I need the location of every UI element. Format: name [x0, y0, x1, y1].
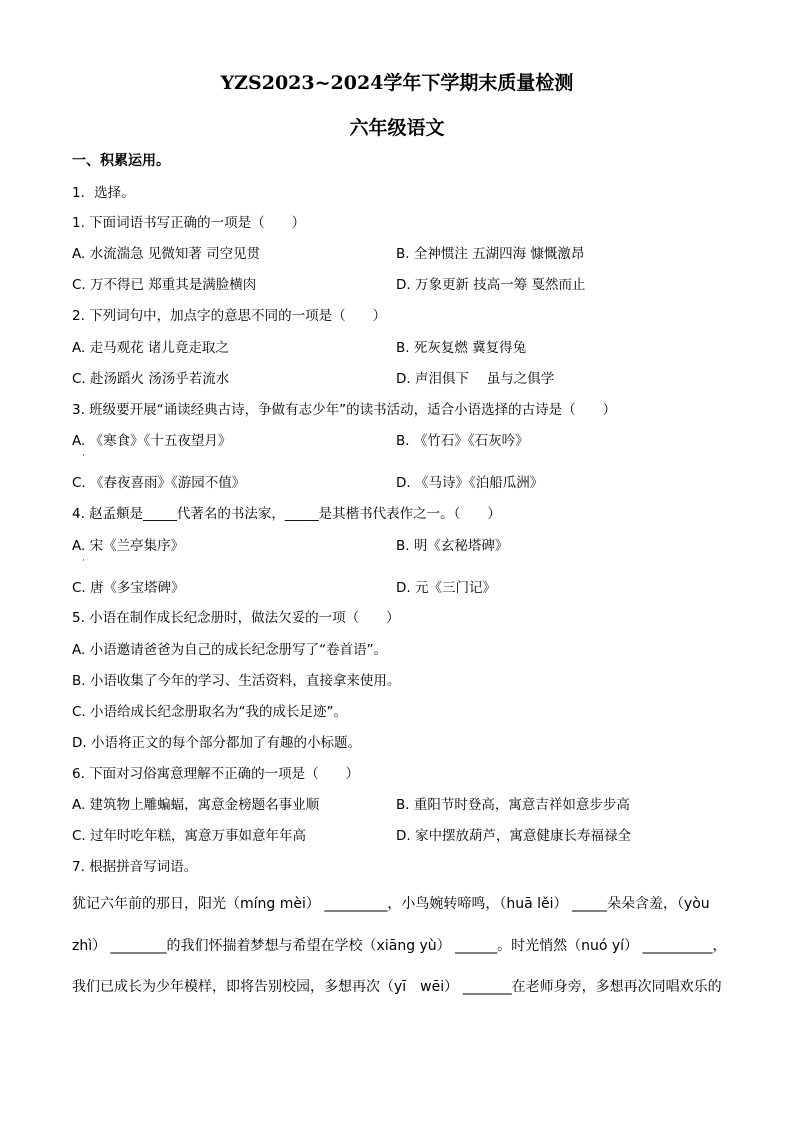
option-d: D. 《马诗》《泊船瓜洲》	[396, 475, 544, 491]
option-c: C. 过年时吃年糕，寓意万事如意年年高	[72, 828, 307, 844]
option-a: A. 走马观花 诸儿竟走取之	[72, 340, 229, 356]
option-c: C. 《春夜喜雨》《游园不值》	[72, 475, 246, 491]
option-d: D. 万象更新 技高一筹 戛然而止	[396, 277, 586, 293]
option-d: D. 小语将正文的每个部分都加了有趣的小标题。	[72, 735, 361, 751]
option-c: C. 唐《多宝塔碑》	[72, 580, 185, 596]
option-a: A. 水流湍急 见微知著 司空见贯	[72, 246, 261, 262]
option-c: C. 小语给成长纪念册取名为“我的成长足迹”。	[72, 704, 347, 720]
option-b: B. 明《玄秘塔碑》	[396, 538, 509, 554]
question-stem: 7. 根据拼音写词语。	[72, 859, 198, 875]
option-b: B. 重阳节时登高，寓意吉祥如意步步高	[396, 797, 630, 813]
option-c: C. 万不得已 郑重其是满脸横肉	[72, 277, 257, 293]
exam-title: YZS2023~2024学年下学期末质量检测	[220, 72, 574, 94]
question-stem: 1. 下面词语书写正确的一项是（ ）	[72, 215, 306, 231]
question-stem: 6. 下面对习俗寓意理解不正确的一项是（ ）	[72, 766, 360, 782]
section-heading: 一、积累运用。	[72, 153, 170, 169]
option-d: D. 声泪俱下 虽与之俱学	[396, 371, 555, 387]
option-b: B. 《竹石》《石灰吟》	[396, 433, 529, 449]
option-b: B. 死灰复燃 冀复得兔	[396, 340, 527, 356]
option-c: C. 赴汤蹈火 汤汤乎若流水	[72, 371, 230, 387]
question-stem: 4. 赵孟頫是_____代著名的书法家，_____是其楷书代表作之一。（ ）	[72, 506, 501, 522]
paragraph-line: zhì） ________的我们怀揣着梦想与希望在学校（xiāng yù） ______。时光悄然（nuó yí） __________，	[72, 938, 727, 954]
option-b: B. 全神惯注 五湖四海 慷慨激昂	[396, 246, 585, 262]
option-a: A. 宋《兰亭集序》	[72, 538, 185, 554]
paragraph-line: 犹记六年前的那日，阳光（míng mèi） _________，小鸟婉转啼鸣，（huā lěi） _____朵朵含羞，（yòu	[72, 896, 710, 912]
emphasis-dot: ·	[82, 451, 85, 461]
option-a: A. 《寒食》《十五夜望月》	[72, 433, 232, 449]
option-d: D. 元《三门记》	[396, 580, 496, 596]
option-a: A. 建筑物上雕蝙蝠，寓意金榜题名事业顺	[72, 797, 320, 813]
question-stem: 3. 班级要开展“诵读经典古诗，争做有志少年”的读书活动，适合小语选择的古诗是（ ）	[72, 402, 617, 418]
question-stem: 2. 下列词句中，加点字的意思不同的一项是（ ）	[72, 308, 387, 324]
option-a: A. 小语邀请爸爸为自己的成长纪念册写了“卷首语”。	[72, 642, 388, 658]
option-b: B. 小语收集了今年的学习、生活资料，直接拿来使用。	[72, 673, 401, 689]
paragraph-line: 我们已成长为少年模样，即将告别校园，多想再次（yī wēi） _______在老师身旁，多想再次同唱欢乐的	[72, 979, 722, 995]
option-d: D. 家中摆放葫芦，寓意健康长寿福禄全	[396, 828, 631, 844]
question-intro: 1．选择。	[72, 185, 135, 201]
question-stem: 5. 小语在制作成长纪念册时，做法欠妥的一项（ ）	[72, 610, 400, 626]
exam-subtitle: 六年级语文	[349, 117, 445, 139]
emphasis-dot: ·	[82, 556, 85, 566]
